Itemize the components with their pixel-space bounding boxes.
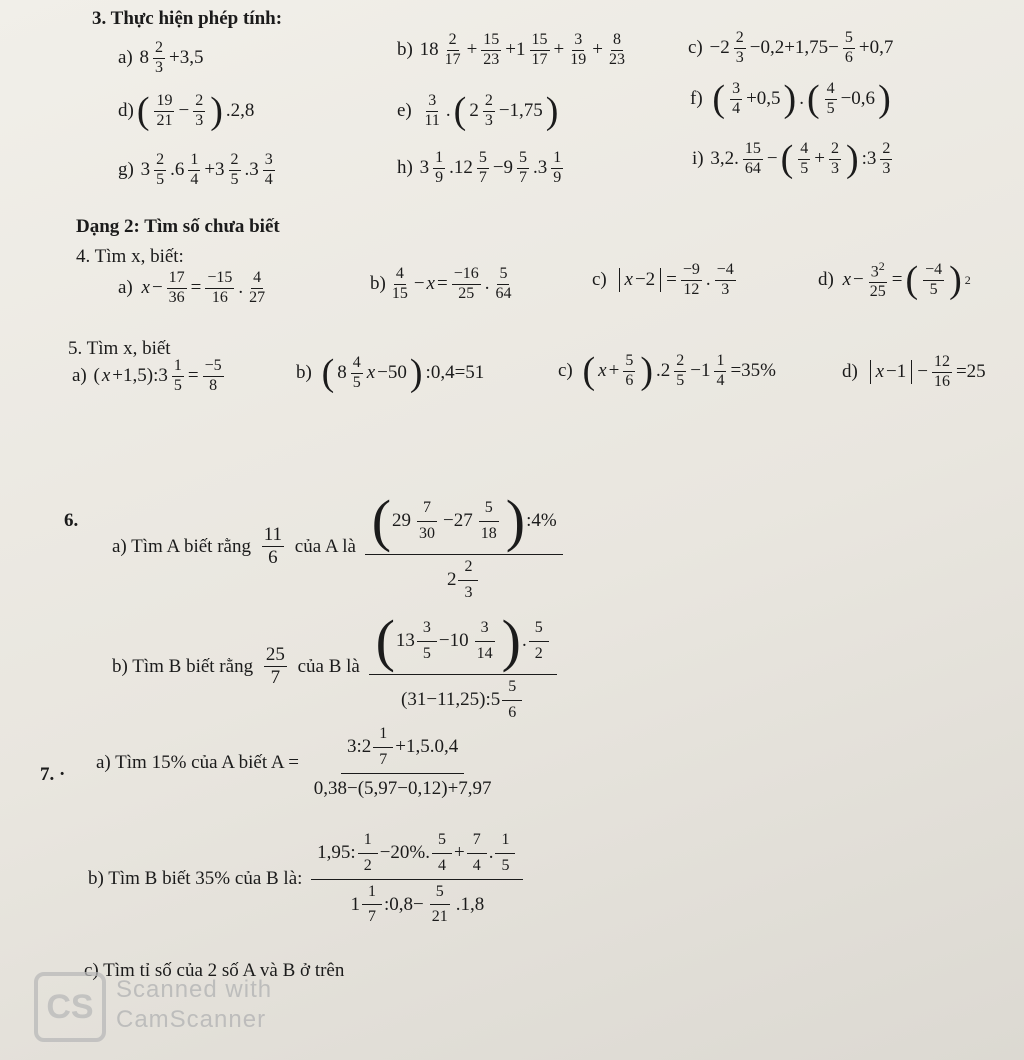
exercise-3g: g) 3 $\frac{2}{5}$ .6 $\frac{1}{4}$ +3 $\frac{2}{5}$ .3 $\frac{3}{4}$	[118, 151, 273, 188]
section-4-title: 4. Tìm x, biết:	[76, 246, 184, 267]
exercise-5d: d) x −1 − $\frac{12}{16}$ =25	[842, 353, 986, 390]
exercise-3a: a) 8 $\frac{2}{3}$ +3,5	[118, 39, 204, 76]
exercise-4a: a) x − $\frac{17}{36}$ = $\frac{-15}{16}$ . $\frac{4}{27}$	[118, 269, 266, 306]
exercise-3h: h) 3 $\frac{1}{9}$ .12 $\frac{5}{7}$ −9 $\frac{5}{7}$ .3 $\frac{1}{9}$	[397, 149, 562, 186]
exercise-3i: i) 3,2. $\frac{15}{64}$ − ( $\frac{4}{5}$ + $\frac{2}{3}$ ) :3 $\frac{2}{3}$	[692, 138, 891, 180]
exercise-3b: b) 18 $\frac{2}{17}$ + $\frac{15}{23}$ +1 $\frac{15}{17}$ + $\frac{3}{19}$ + $\frac{8}{23}$	[397, 31, 625, 68]
exercise-4c: c) x −2 = $\frac{-9}{12}$ . $\frac{-4}{3}$	[592, 261, 734, 298]
exercise-4d: d) x − $\frac{3^2}{25}$ = ( $\frac{-4}{5}$ ) 2	[818, 259, 971, 302]
exercise-5c: c) ( x + $\frac{5}{6}$ ) .2 $\frac{2}{5}$ −1 $\frac{1}{4}$ =35%	[558, 350, 776, 392]
watermark-line-2: CamScanner	[116, 1006, 267, 1033]
section-7-number: 7. ·	[40, 764, 66, 785]
section-6-number: 6.	[64, 510, 79, 531]
exercise-5b: b) ( 8 $\frac{4}{5}$ x −50 ) :0,4=51	[296, 352, 485, 394]
exercise-6b: b) Tìm B biết rằng $\frac{25}{7}$ của B là ( 13 $\frac{3}{5}$ −10 $\frac{3}{14}$ ) . $\frac{5}{2}$ (31−11,25):5 $\frac{5}{6}$	[112, 612, 557, 722]
section-3-title: 3. Thực hiện phép tính:	[92, 8, 283, 29]
dang-2-heading: Dạng 2: Tìm số chưa biết	[76, 216, 280, 237]
exercise-3c: c) −2 $\frac{2}{3}$ −0,2+1,75− $\frac{5}{6}$ +0,7	[688, 29, 894, 66]
exercise-3f: f) ( $\frac{3}{4}$ +0,5 ) . ( $\frac{4}{5}$ −0,6 )	[690, 78, 891, 120]
exercise-7c: c) Tìm tỉ số của 2 số A và B ở trên	[84, 960, 345, 981]
exercise-7b: b) Tìm B biết 35% của B là: 1,95: $\frac{1}{2}$ −20%. $\frac{5}{4}$ + $\frac{7}{4}$ . $\frac{1}{5}$ 1 $\frac{1}{7}$ :0,8− $\frac{5}{21}$ .1,8	[88, 832, 523, 926]
exercise-4b: b) $\frac{4}{15}$ − x = $\frac{-16}{25}$ . $\frac{5}{64}$	[370, 265, 512, 302]
exercise-7a: a) Tìm 15% của A biết A = 3:2 $\frac{1}{7}$ +1,5.0,4 0,38−(5,97−0,12)+7,97	[96, 725, 492, 799]
camscanner-logo: CS	[34, 972, 106, 1042]
exercise-6a: a) Tìm A biết rằng $\frac{11}{6}$ của A là ( 29 $\frac{7}{30}$ −27 $\frac{5}{18}$ ) :4% 2 $\frac{2}{3}$	[112, 492, 563, 602]
exercise-3e: e) $\frac{3}{11}$ . ( 2 $\frac{2}{3}$ −1,75 )	[397, 90, 559, 132]
exercise-3d: d) ( $\frac{19}{21}$ − $\frac{2}{3}$ ) .2,8	[118, 90, 255, 132]
exercise-5a: a) ( x +1,5):3 $\frac{1}{5}$ = $\frac{-5}{8}$	[72, 357, 222, 394]
section-5-title: 5. Tìm x, biết	[68, 338, 171, 359]
watermark-line-1: Scanned with	[116, 976, 273, 1003]
